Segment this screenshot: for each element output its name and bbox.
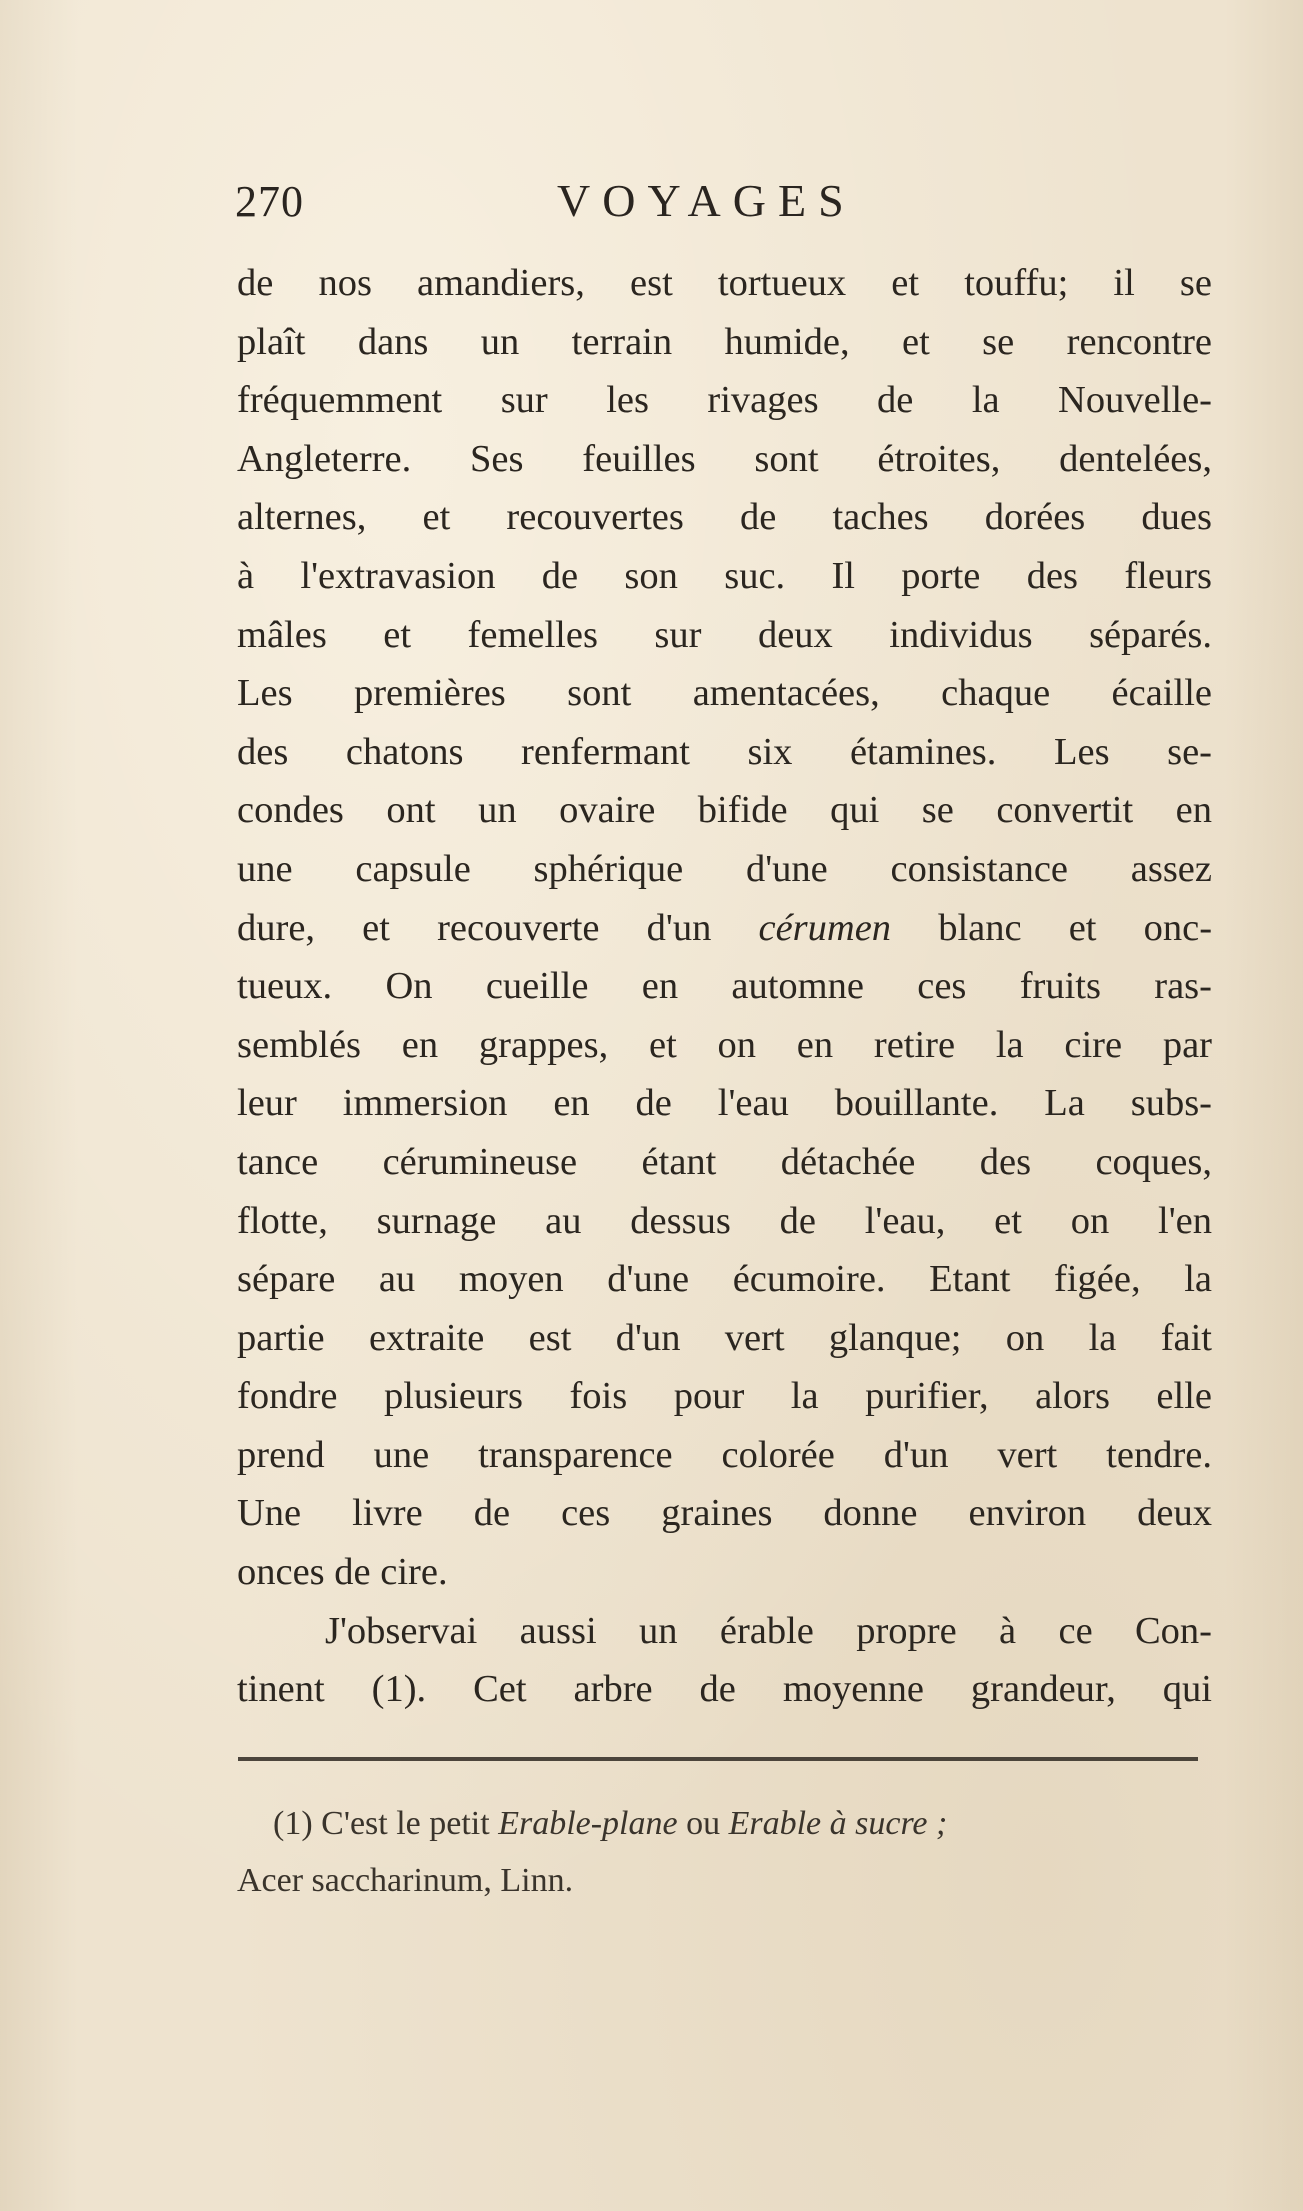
text-line-with-italic xyxy=(237,899,1212,958)
text-line: prend une transparence colorée d'un vert tendre. xyxy=(237,1433,1212,1476)
footnote-rule xyxy=(238,1757,1198,1761)
footnote-marker: (1) C'est le petit xyxy=(273,1805,490,1842)
running-title: VOYAGES xyxy=(557,175,856,226)
text-line: une capsule sphérique d'une consistance assez xyxy=(237,847,1212,890)
footnote-line xyxy=(237,1795,1212,1852)
text-line: tance cérumineuse étant détachée des coques, xyxy=(237,1140,1212,1183)
text-line: plaît dans un terrain humide, et se rencontre xyxy=(237,320,1212,363)
footnote-term: Erable à sucre ; xyxy=(728,1805,948,1842)
italic-term-cerumen: cérumen xyxy=(758,906,892,949)
footnote-term: Erable-plane xyxy=(498,1805,678,1842)
text-line: Les premières sont amentacées, chaque écaille xyxy=(237,672,1212,715)
footnote-line: Acer saccharinum, Linn. xyxy=(237,1862,574,1899)
text-line: J'observai aussi un érable propre à ce Con- xyxy=(325,1609,1212,1652)
page-number: 270 xyxy=(235,177,304,226)
text-line: Angleterre. Ses feuilles sont étroites, dentelées, xyxy=(237,437,1212,480)
text-line: onces de cire. xyxy=(237,1551,448,1594)
text-segment: dure, et recouverte d'un xyxy=(237,906,712,949)
running-head xyxy=(235,168,1220,238)
text-line: tinent (1). Cet arbre de moyenne grandeur, qui xyxy=(237,1668,1212,1711)
footnote xyxy=(237,1795,1212,1909)
text-line: semblés en grappes, et on en retire la cire par xyxy=(237,1023,1212,1066)
text-line: mâles et femelles sur deux individus séparés. xyxy=(237,613,1212,656)
body-text xyxy=(237,254,1212,1719)
text-line: leur immersion en de l'eau bouillante. La subs- xyxy=(237,1082,1212,1125)
text-line: à l'extravasion de son suc. Il porte des fleurs xyxy=(237,554,1212,597)
text-segment: blanc et onc- xyxy=(938,906,1213,949)
text-line: alternes, et recouvertes de taches dorées dues xyxy=(237,496,1212,539)
paragraph-1 xyxy=(237,254,1212,1602)
text-line: de nos amandiers, est tortueux et touffu; il se xyxy=(237,262,1212,304)
text-line: tueux. On cueille en automne ces fruits ras- xyxy=(237,965,1212,1008)
text-line: des chatons renfermant six étamines. Les se- xyxy=(237,730,1212,773)
text-line: fréquemment sur les rivages de la Nouvelle- xyxy=(237,379,1212,422)
text-line: partie extraite est d'un vert glanque; on la fait xyxy=(237,1316,1212,1359)
paragraph-2 xyxy=(237,1602,1212,1719)
footnote-connector: ou xyxy=(686,1805,721,1842)
text-line: Une livre de ces graines donne environ deux xyxy=(237,1492,1212,1535)
text-line: flotte, surnage au dessus de l'eau, et on l'en xyxy=(237,1199,1212,1242)
text-line: fondre plusieurs fois pour la purifier, alors elle xyxy=(237,1375,1212,1418)
text-line: condes ont un ovaire bifide qui se convertit en xyxy=(237,789,1212,832)
text-line: sépare au moyen d'une écumoire. Etant figée, la xyxy=(237,1258,1212,1301)
